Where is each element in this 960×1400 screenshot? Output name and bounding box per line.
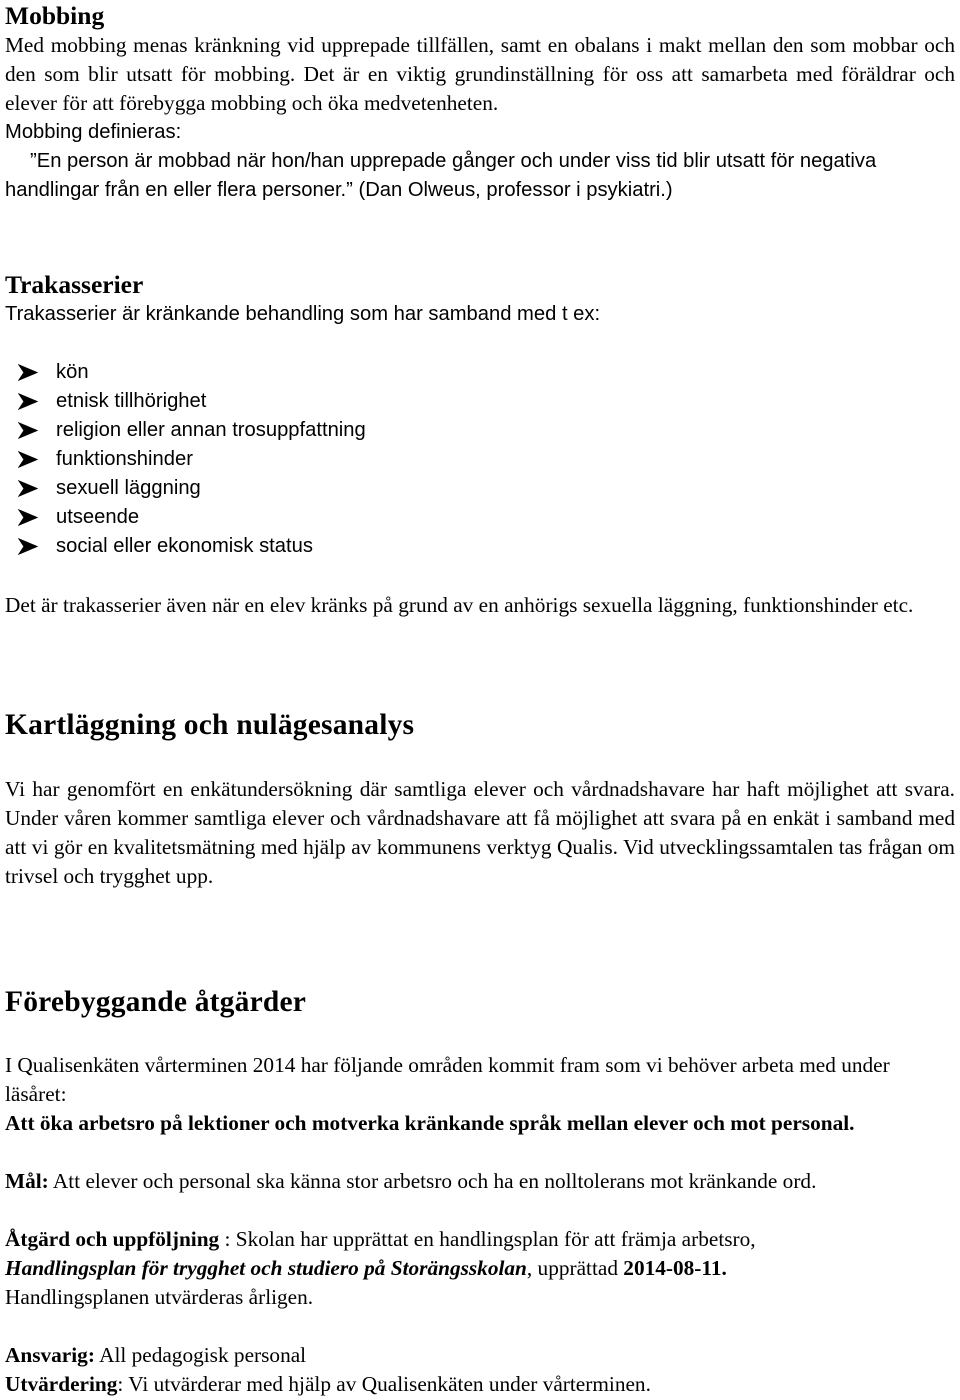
evaluation-note: Handlingsplanen utvärderas årligen. bbox=[5, 1285, 314, 1309]
list-item-label: kön bbox=[56, 361, 89, 383]
evaluation-label: Utvärdering bbox=[5, 1372, 118, 1396]
list-item-label: religion eller annan trosuppfattning bbox=[56, 419, 366, 441]
trakasserier-outro: Det är trakasserier även när en elev kränks på grund av en anhörigs sexuella läggning, funktionshinder etc. bbox=[5, 593, 914, 617]
forebyggande-focus bbox=[5, 1109, 955, 1138]
goal-label: Mål: bbox=[5, 1169, 49, 1193]
heading-kartlaggning: Kartläggning och nulägesanalys bbox=[5, 709, 415, 741]
list-item-label: utseende bbox=[56, 506, 140, 528]
mobbing-intro: Med mobbing menas kränkning vid upprepade tillfällen, samt en obalans i makt mellan den som mobbar och den som blir utsatt för mobbing. Det är en viktig grundinställning för oss att samarbeta med föräldrar och elever för att förebygga mobbing och öka medvetenheten. bbox=[5, 33, 955, 115]
forebyggande-action bbox=[5, 1225, 955, 1312]
list-item bbox=[5, 532, 955, 561]
plan-established: , upprättad bbox=[526, 1256, 624, 1280]
trakasserier-list bbox=[5, 358, 955, 561]
plan-title: Handlingsplan för trygghet och studiero på Storängsskolan bbox=[5, 1256, 527, 1280]
list-item-label: etnisk tillhörighet bbox=[56, 390, 207, 412]
arrowhead-bullet-icon bbox=[18, 537, 56, 557]
heading-forebyggande: Förebyggande åtgärder bbox=[5, 986, 307, 1018]
goal-text: Att elever och personal ska känna stor arbetsro och ha en nolltolerans mot kränkande ord. bbox=[48, 1169, 817, 1193]
definition-text: ”En person är mobbad när hon/han upprepade gånger och under viss tid blir utsatt för negativa handlingar från en eller flera personer.” (Dan Olweus, professor i psykiatri.) bbox=[5, 150, 877, 201]
heading-mobbing: Mobbing bbox=[5, 1, 105, 30]
kartlaggning-body: Vi har genomfört en enkätundersökning där samtliga elever och vårdnadshavare har haft möjlighet att svara. Under våren kommer samtliga elever och vårdnadshavare att få möjlighet att svara på en enkät i samband med att vi gör en kvalitetsmätning med hjälp av kommunens verktyg Qualis. Vid utvecklingssamtalen tas frågan om trivsel och trygghet upp. bbox=[5, 777, 955, 888]
heading-trakasserier: Trakasserier bbox=[5, 270, 144, 299]
action-label: Åtgärd och uppföljning bbox=[5, 1227, 220, 1251]
list-item bbox=[5, 474, 955, 503]
plan-date: 2014-08-11. bbox=[623, 1256, 727, 1280]
list-item bbox=[5, 358, 955, 387]
list-item bbox=[5, 445, 955, 474]
list-item bbox=[5, 416, 955, 445]
forebyggande-intro: I Qualisenkäten vårterminen 2014 har följande områden kommit fram som vi behöver arbeta med under läsåret: bbox=[5, 1053, 890, 1106]
evaluation-text: : Vi utvärderar med hjälp av Qualisenkäten under vårterminen. bbox=[117, 1372, 651, 1396]
arrowhead-bullet-icon bbox=[18, 421, 56, 441]
forebyggande-responsible bbox=[5, 1341, 955, 1399]
list-item bbox=[5, 387, 955, 416]
definition-quote bbox=[5, 147, 955, 205]
arrowhead-bullet-icon bbox=[18, 479, 56, 499]
action-text: : Skolan har upprättat en handlingsplan för att främja arbetsro, bbox=[219, 1227, 756, 1251]
list-item-label: funktionshinder bbox=[56, 448, 193, 470]
responsible-label: Ansvarig: bbox=[5, 1343, 95, 1367]
arrowhead-bullet-icon bbox=[18, 392, 56, 412]
mobbing-definition-block bbox=[5, 118, 955, 205]
focus-text: Att öka arbetsro på lektioner och motverka kränkande språk mellan elever och mot personal. bbox=[5, 1111, 855, 1135]
responsible-text: All pedagogisk personal bbox=[94, 1343, 307, 1367]
list-item-label: sexuell läggning bbox=[56, 477, 201, 499]
trakasserier-intro: Trakasserier är kränkande behandling som har samband med t ex: bbox=[5, 303, 601, 325]
list-item bbox=[5, 503, 955, 532]
arrowhead-bullet-icon bbox=[18, 450, 56, 470]
forebyggande-goal bbox=[5, 1167, 955, 1196]
arrowhead-bullet-icon bbox=[18, 363, 56, 383]
arrowhead-bullet-icon bbox=[18, 508, 56, 528]
definition-label: Mobbing definieras: bbox=[5, 121, 182, 143]
list-item-label: social eller ekonomisk status bbox=[56, 535, 313, 557]
